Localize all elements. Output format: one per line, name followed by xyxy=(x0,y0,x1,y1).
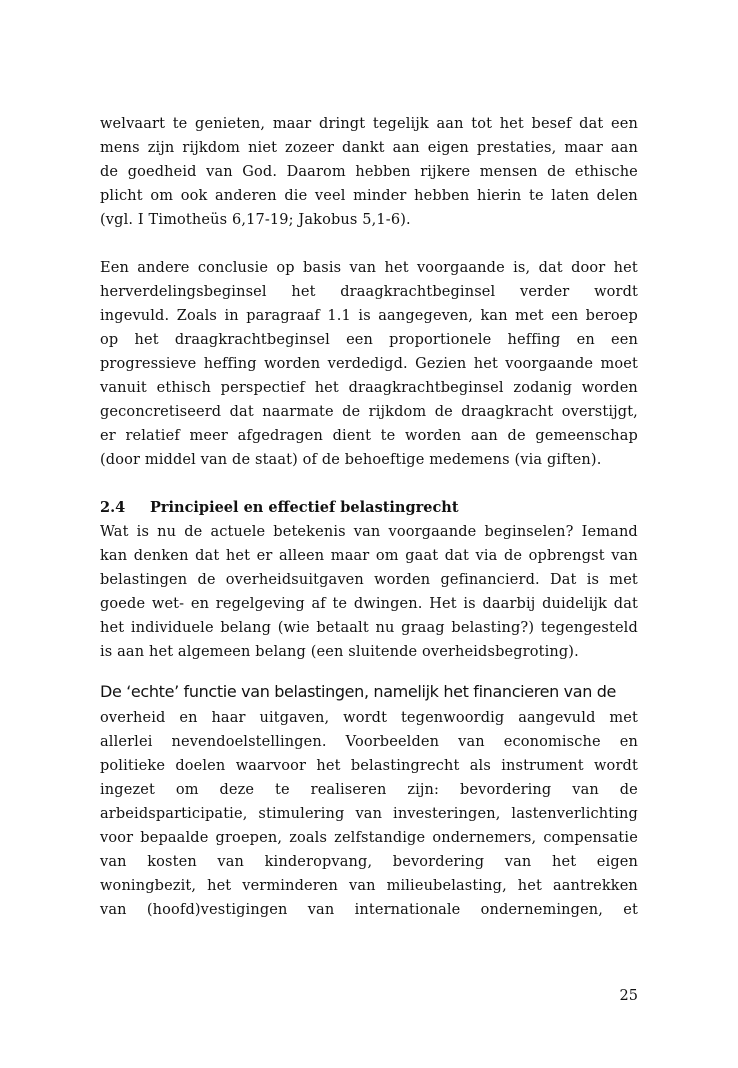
text-line xyxy=(100,184,638,208)
word: ingezet xyxy=(100,782,155,798)
word: dat xyxy=(444,548,469,564)
word: graag xyxy=(401,620,445,636)
word: maar xyxy=(330,548,370,564)
word: ondernemingen, xyxy=(480,902,604,918)
word: dat xyxy=(579,116,604,132)
word: tegenwoordig xyxy=(400,710,505,726)
word: de xyxy=(547,164,566,180)
word: van xyxy=(217,854,245,870)
text-line xyxy=(100,304,638,328)
word: draagkrachtbeginsel xyxy=(174,332,330,348)
word: het xyxy=(473,356,498,372)
text-line xyxy=(100,826,638,850)
text-line xyxy=(100,256,638,280)
text-line xyxy=(100,592,638,616)
word: regelgeving xyxy=(215,596,305,612)
word: zijn xyxy=(147,140,175,156)
word: aangevuld xyxy=(518,710,596,726)
word: via xyxy=(475,548,498,564)
word: van xyxy=(307,902,335,918)
word: conclusie xyxy=(197,260,269,276)
word: bepaalde xyxy=(140,830,209,846)
word: proportionele xyxy=(389,332,492,348)
word: beroep xyxy=(585,308,638,324)
word: besef xyxy=(531,116,572,132)
word: af xyxy=(311,596,326,612)
word: veel xyxy=(314,188,346,204)
word: worden xyxy=(405,428,462,444)
word: en xyxy=(190,596,210,612)
word: niet xyxy=(248,140,278,156)
word: het xyxy=(552,854,577,870)
word: het xyxy=(613,260,638,276)
text-line: is aan het algemeen belang (een sluitende overheidsbegroting). xyxy=(100,644,579,660)
word: te xyxy=(332,596,348,612)
text-line xyxy=(100,112,638,136)
word: de xyxy=(342,404,361,420)
text-line xyxy=(100,400,638,424)
word: draagkracht xyxy=(461,404,554,420)
word: worden xyxy=(264,356,321,372)
word: Wat xyxy=(100,524,129,540)
word: in xyxy=(224,308,239,324)
word: wordt xyxy=(594,284,638,300)
word: Daarom xyxy=(286,164,346,180)
sans-text-line: De ‘echte’ functie van belastingen, namelijk het financieren van de xyxy=(100,682,617,701)
word: als xyxy=(469,758,491,774)
word: aan xyxy=(392,140,420,156)
word: gefinancierd. xyxy=(440,572,540,588)
paragraph-1 xyxy=(100,112,638,208)
text-line xyxy=(100,802,638,826)
word: met xyxy=(515,308,544,324)
page-content xyxy=(100,112,638,922)
word: aan xyxy=(610,140,638,156)
word: deze xyxy=(219,782,255,798)
word: hierin xyxy=(477,188,522,204)
word: van xyxy=(572,782,599,798)
word: worden xyxy=(374,572,431,588)
word: van xyxy=(353,524,381,540)
word: gemeenschap xyxy=(535,428,638,444)
word: is xyxy=(136,524,150,540)
word: dat xyxy=(195,548,220,564)
word: plicht xyxy=(100,188,143,204)
paragraph-2 xyxy=(100,256,638,448)
word: tegelijk xyxy=(372,116,429,132)
text-line xyxy=(100,730,638,754)
word: haar xyxy=(211,710,246,726)
word: van xyxy=(206,164,233,180)
text-line xyxy=(100,376,638,400)
word: het xyxy=(517,878,542,894)
word: progressieve xyxy=(100,356,197,372)
word: laten xyxy=(551,188,590,204)
word: hebben xyxy=(355,164,411,180)
text-line xyxy=(100,874,638,898)
word: te xyxy=(528,188,544,204)
word: anderen xyxy=(215,188,277,204)
word: voorgaande xyxy=(416,260,505,276)
word: ook xyxy=(180,188,208,204)
word: rijkdom xyxy=(182,140,241,156)
word: internationale xyxy=(354,902,461,918)
word: op xyxy=(100,332,119,348)
word: voorgaande xyxy=(505,356,594,372)
word: aan xyxy=(436,116,464,132)
text-line xyxy=(100,568,638,592)
word: nu xyxy=(375,620,395,636)
word: heffing xyxy=(203,356,257,372)
word: een xyxy=(346,332,374,348)
page-number: 25 xyxy=(619,988,638,1004)
word: om xyxy=(150,188,174,204)
word: lastenverlichting xyxy=(511,806,638,822)
word: belastingrecht xyxy=(350,758,460,774)
word: te xyxy=(172,116,188,132)
text-line xyxy=(100,778,638,802)
word: de xyxy=(434,404,453,420)
word: eigen xyxy=(427,140,469,156)
word: Dat xyxy=(549,572,577,588)
word: rijkere xyxy=(420,164,471,180)
word: nevendoelstellingen. xyxy=(171,734,327,750)
word: en xyxy=(179,710,198,726)
word: op xyxy=(276,260,295,276)
text-line xyxy=(100,136,638,160)
word: een xyxy=(611,332,638,348)
word: prestaties, xyxy=(476,140,557,156)
word: geconcretiseerd xyxy=(100,404,222,420)
word: naarmate xyxy=(262,404,334,420)
word: overheid xyxy=(100,710,166,726)
text-line xyxy=(100,850,638,874)
word: delen xyxy=(596,188,638,204)
word: stimulering xyxy=(258,806,345,822)
word: is, xyxy=(513,260,531,276)
word: kosten xyxy=(147,854,197,870)
word: investeringen, xyxy=(393,806,501,822)
word: rijkdom xyxy=(368,404,427,420)
word: maar xyxy=(272,116,312,132)
word: draagkrachtbeginsel xyxy=(340,284,496,300)
word: de xyxy=(184,524,203,540)
word: het xyxy=(316,758,341,774)
word: de xyxy=(197,572,216,588)
word: goedheid xyxy=(127,164,197,180)
text-line xyxy=(100,328,638,352)
word: tot xyxy=(471,116,493,132)
word: bevordering xyxy=(459,782,552,798)
paragraph-4 xyxy=(100,706,638,922)
section-title: Principieel en effectief belastingrecht xyxy=(150,499,459,516)
word: verdedigd. xyxy=(327,356,408,372)
text-line xyxy=(100,898,638,922)
word: van xyxy=(100,902,127,918)
word: zoals xyxy=(289,830,328,846)
word: ondernemers, xyxy=(432,830,537,846)
word: kinderopvang, xyxy=(264,854,373,870)
word: het xyxy=(225,548,251,564)
word: duidelijk xyxy=(542,596,608,612)
text-line xyxy=(100,706,638,730)
word: van xyxy=(504,854,532,870)
word: belastingen xyxy=(100,572,188,588)
text-line xyxy=(100,520,638,544)
word: waarvoor xyxy=(235,758,307,774)
word: is xyxy=(586,572,600,588)
word: dwingen. xyxy=(353,596,423,612)
word: instrument xyxy=(501,758,584,774)
word: kan xyxy=(480,308,508,324)
word: basis xyxy=(303,260,342,276)
word: 1.1 xyxy=(327,308,351,324)
word: de xyxy=(619,782,638,798)
word: met xyxy=(609,710,638,726)
word: van xyxy=(611,548,638,564)
word: en xyxy=(619,734,638,750)
word: zodanig xyxy=(513,380,573,396)
word: het xyxy=(314,380,339,396)
word: om xyxy=(375,548,399,564)
word: Het xyxy=(429,596,457,612)
word: nu xyxy=(157,524,177,540)
text-line: (vgl. I Timotheüs 6,17-19; Jakobus 5,1-6). xyxy=(100,212,411,228)
word: wordt xyxy=(594,758,638,774)
word: dat xyxy=(229,404,254,420)
word: gaat xyxy=(405,548,439,564)
word: het xyxy=(291,284,316,300)
word: goede xyxy=(100,596,146,612)
word: hebben xyxy=(414,188,470,204)
word: relatief xyxy=(125,428,180,444)
word: daarbij xyxy=(482,596,536,612)
word: denken xyxy=(133,548,189,564)
word: meer xyxy=(189,428,228,444)
word: door xyxy=(571,260,606,276)
word: dient xyxy=(332,428,372,444)
word: uitgaven, xyxy=(259,710,330,726)
word: van xyxy=(458,734,485,750)
word: voor xyxy=(100,830,134,846)
word: economische xyxy=(503,734,601,750)
word: aantrekken xyxy=(552,878,638,894)
text-line: (door middel van de staat) of de behoeftige medemens (via giften). xyxy=(100,452,602,468)
word: andere xyxy=(137,260,190,276)
word: actuele xyxy=(210,524,266,540)
text-line xyxy=(100,544,638,568)
text-line xyxy=(100,352,638,376)
word: dankt xyxy=(342,140,385,156)
word: ingevuld. xyxy=(100,308,170,324)
word: paragraaf xyxy=(246,308,320,324)
word: er xyxy=(256,548,273,564)
word: perspectief xyxy=(220,380,305,396)
word: (wie xyxy=(277,620,310,636)
word: verder xyxy=(519,284,570,300)
word: het xyxy=(134,332,159,348)
word: met xyxy=(609,572,638,588)
word: de xyxy=(503,548,523,564)
word: zelfstandige xyxy=(334,830,426,846)
word: et xyxy=(623,902,638,918)
word: dringt xyxy=(319,116,366,132)
word: tegengesteld xyxy=(540,620,638,636)
word: ethisch xyxy=(156,380,211,396)
word: van xyxy=(100,854,127,870)
word: dat xyxy=(538,260,563,276)
word: politieke xyxy=(100,758,166,774)
paragraph-3 xyxy=(100,520,638,640)
word: alleen xyxy=(278,548,325,564)
word: worden xyxy=(581,380,638,396)
text-line xyxy=(100,616,638,640)
word: welvaart xyxy=(100,116,166,132)
word: en xyxy=(576,332,595,348)
word: draagkrachtbeginsel xyxy=(348,380,504,396)
word: allerlei xyxy=(100,734,153,750)
word: de xyxy=(507,428,526,444)
word: minder xyxy=(353,188,407,204)
word: woningbezit, xyxy=(100,878,197,894)
word: aangegeven, xyxy=(378,308,473,324)
word: mensen xyxy=(479,164,538,180)
section-heading xyxy=(100,496,638,520)
word: ethische xyxy=(574,164,638,180)
word: van xyxy=(348,878,376,894)
word: zozeer xyxy=(285,140,335,156)
word: compensatie xyxy=(543,830,638,846)
word: wet- xyxy=(151,596,185,612)
word: er xyxy=(100,428,116,444)
word: belang xyxy=(220,620,272,636)
word: is xyxy=(358,308,371,324)
word: individuele xyxy=(130,620,214,636)
word: doelen xyxy=(175,758,226,774)
word: Gezien xyxy=(415,356,467,372)
word: moet xyxy=(600,356,638,372)
word: eigen xyxy=(596,854,638,870)
word: het xyxy=(100,620,125,636)
word: dat xyxy=(613,596,638,612)
word: genieten, xyxy=(195,116,266,132)
word: overstijgt, xyxy=(561,404,638,420)
word: groepen, xyxy=(215,830,283,846)
word: betekenis xyxy=(273,524,346,540)
word: zijn: xyxy=(407,782,440,798)
word: (hoofd)vestigingen xyxy=(146,902,288,918)
word: maar xyxy=(564,140,603,156)
word: het xyxy=(499,116,524,132)
word: een xyxy=(611,116,638,132)
word: bevordering xyxy=(392,854,485,870)
word: van xyxy=(349,260,377,276)
word: verminderen xyxy=(242,878,339,894)
word: het xyxy=(207,878,232,894)
word: te xyxy=(380,428,396,444)
text-line xyxy=(100,160,638,184)
word: betaalt xyxy=(316,620,369,636)
word: te xyxy=(275,782,290,798)
word: die xyxy=(284,188,308,204)
word: kan xyxy=(100,548,128,564)
word: Zoals xyxy=(176,308,217,324)
text-line xyxy=(100,424,638,448)
word: heffing xyxy=(507,332,561,348)
word: is xyxy=(463,596,476,612)
word: het xyxy=(384,260,409,276)
word: Voorbeelden xyxy=(345,734,440,750)
word: voorgaande xyxy=(388,524,477,540)
word: vanuit xyxy=(100,380,147,396)
word: milieubelasting, xyxy=(386,878,507,894)
word: Iemand xyxy=(581,524,638,540)
word: wordt xyxy=(343,710,388,726)
word: de xyxy=(100,164,119,180)
text-line xyxy=(100,754,638,778)
word: arbeidsparticipatie, xyxy=(100,806,248,822)
word: opbrengst xyxy=(528,548,605,564)
text-line xyxy=(100,280,638,304)
word: beginselen? xyxy=(484,524,574,540)
word: herverdelingsbeginsel xyxy=(100,284,267,300)
word: afgedragen xyxy=(237,428,323,444)
word: om xyxy=(175,782,199,798)
word: een xyxy=(551,308,579,324)
word: realiseren xyxy=(310,782,387,798)
word: God. xyxy=(242,164,278,180)
section-number: 2.4 xyxy=(100,499,126,516)
word: overheidsuitgaven xyxy=(225,572,364,588)
word: belasting?) xyxy=(451,620,535,636)
word: Een xyxy=(100,260,129,276)
word: van xyxy=(355,806,383,822)
word: aan xyxy=(470,428,498,444)
word: mens xyxy=(100,140,140,156)
